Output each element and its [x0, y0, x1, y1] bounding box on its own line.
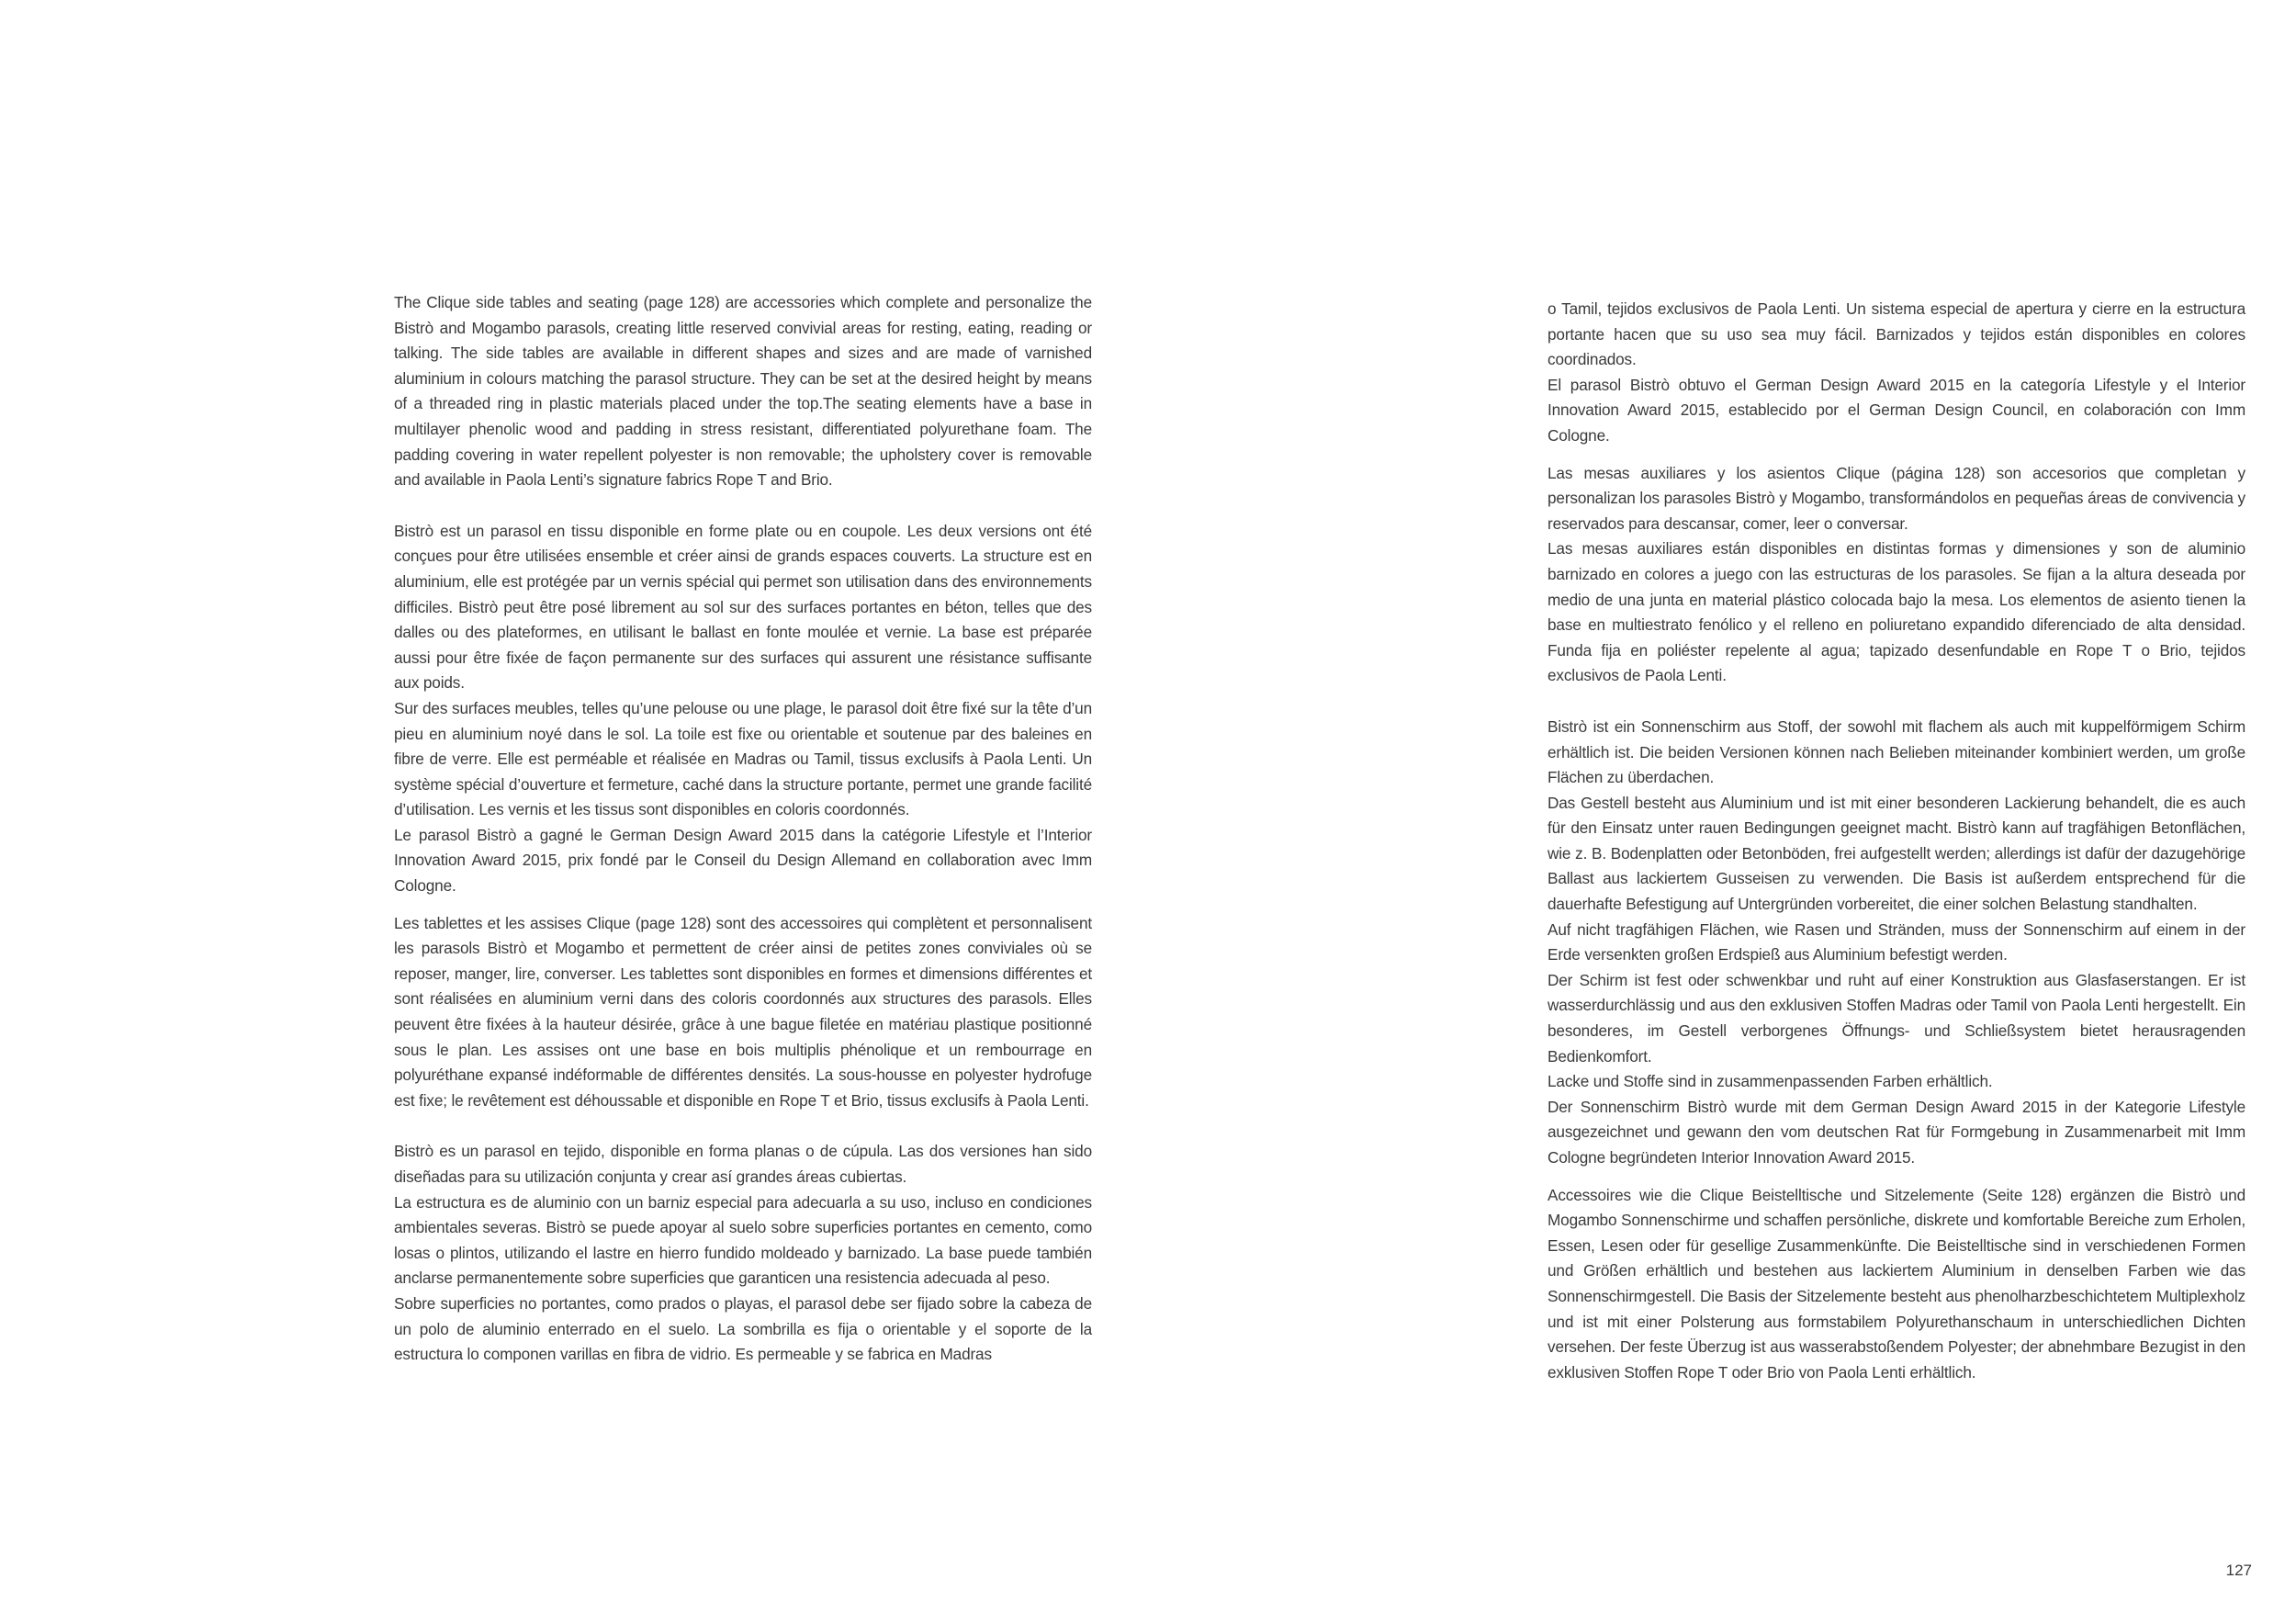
fr-bistro-paragraph-1: Bistrò est un parasol en tissu disponible en forme plate ou en coupole. Les deux versions ont été conçues pour être utilisées ensemble et créer ainsi de grands espaces couverts. La structure est en aluminium, elle est protégée par un vernis spécial qui permet son utilisation dans des environnements difficiles. Bistrò peut être posé librement au sol sur des surfaces portantes en béton, telles que des dalles ou des plateformes, en utilisant le ballast en fonte moulée et vernie. La base est préparée aussi pour être fixée de façon permanente sur des surfaces qui assurent une résistance suffisante aux poids. — [394, 521, 1092, 693]
de-bistro-paragraph-6: Der Sonnenschirm Bistrò wurde mit dem German Design Award 2015 in der Kategorie Lifestyle ausgezeichnet und gewann den vom deutschen Rat für Formgebung in Zusammenarbeit mit Imm Cologne begründeten Interior Innovation Award 2015. — [1548, 1097, 2245, 1167]
es-bistro-paragraph-2: La estructura es de aluminio con un barniz especial para adecuarla a su uso, incluso en condiciones ambientales severas. Bistrò se puede apoyar al suelo sobre superficies portantes en cemento, como losas o plintos, utilizando el lastre en hierro fundido moldeado y barnizado. La base puede también anclarse permanentemente sobre superficies que garanticen una resistencia adecuada al peso. — [394, 1192, 1092, 1288]
es-bistro-cont-paragraph-1: o Tamil, tejidos exclusivos de Paola Lenti. Un sistema especial de apertura y cierre en la estructura portante hacen que su uso sea muy fácil. Barnizados y tejidos están disponibles en colores coordinados. — [1548, 299, 2245, 369]
es-bistro-cont-paragraph-2: El parasol Bistrò obtuvo el German Design Award 2015 en la categoría Lifestyle y el Interior Innovation Award 2015, establecido por el German Design Council, en colaboración con Imm Cologne. — [1548, 375, 2245, 445]
en-seating-paragraph: The Clique side tables and seating (page 128) are accessories which complete and personalize the Bistrò and Mogambo parasols, creating little reserved convivial areas for resting, eating, reading or talking. The side tables are available in different shapes and sizes and are made of varnished aluminium in colours matching the parasol structure. They can be set at the desired height by means of a threaded ring in plastic materials placed under the top.The seating elements have a base in multilayer phenolic wood and padding in stress resistant, differentiated polyurethane foam. The padding covering in water repellent polyester is non removable; the upholstery cover is removable and available in Paola Lenti’s signature fabrics Rope T and Brio. — [394, 293, 1092, 490]
es-seating-paragraph-1: Las mesas auxiliares y los asientos Clique (página 128) son accesorios que completan y personalizan los parasoles Bistrò y Mogambo, transformándolos en pequeñas áreas de convivencia y reservados para descansar, comer, leer o conversar. — [1548, 463, 2245, 533]
es-seating-paragraph-2: Las mesas auxiliares están disponibles en distintas formas y dimensiones y son de aluminio barnizado en colores a juego con las estructuras de los parasoles. Se fijan a la altura deseada por medio de una junta en material plástico colocada bajo la mesa. Los elementos de asiento tienen la base en multiestrato fenólico y el relleno en poliuretano expandido diferenciado de alta densidad. Funda fija en poliéster repelente al agua; tapizado desenfundable en Rope T o Brio, tejidos exclusivos de Paola Lenti. — [1548, 539, 2245, 685]
de-bistro-paragraph-3: Auf nicht tragfähigen Flächen, wie Rasen und Stränden, muss der Sonnenschirm auf einem in der Erde versenkten großen Erdspieß aus Aluminium befestigt werden. — [1548, 919, 2245, 964]
de-bistro-paragraph-2: Das Gestell besteht aus Aluminium und ist mit einer besonderen Lackierung behandelt, die es auch für den Einsatz unter rauen Bedingungen geeignet macht. Bistrò kann auf tragfähigen Betonflächen, wie z. B. Bodenplatten oder Betonböden, frei aufgestellt werden; allerdings ist dafür der dazugehörige Ballast aus lackiertem Gusseisen zu verwenden. Die Basis ist außerdem entsprechend für die dauerhafte Befestigung auf Untergründen vorbereitet, die einer solchen Belastung standhalten. — [1548, 793, 2245, 914]
fr-bistro-paragraph-2: Sur des surfaces meubles, telles qu’une pelouse ou une plage, le parasol doit être fixé sur la tête d’un pieu en aluminium noyé dans le sol. La toile est fixe ou orientable et soutenue par des baleines en fibre de verre. Elle est perméable et réalisée en Madras ou Tamil, tissus exclusifs à Paola Lenti. Un système spécial d’ouverture et fermeture, caché dans la structure portante, permet une grande facilité d’utilisation. Les vernis et les tissus sont disponibles en coloris coordonnés. — [394, 698, 1092, 819]
de-bistro-paragraph-4: Der Schirm ist fest oder schwenkbar und ruht auf einer Konstruktion aus Glasfaserstangen. Er ist wasserdurchlässig und aus den exklusiven Stoffen Madras oder Tamil von Paola Lenti hergestellt. Ein besonderes, im Gestell verborgenes Öffnungs- und Schließsystem bietet herausragenden Bedienkomfort. — [1548, 970, 2245, 1066]
de-bistro-paragraph-5: Lacke und Stoffe sind in zusammenpassenden Farben erhältlich. — [1548, 1072, 1993, 1091]
page-number: 127 — [2225, 1562, 2252, 1579]
left-text-column — [394, 290, 1092, 1368]
es-bistro-paragraph-1: Bistrò es un parasol en tejido, disponible en forma planas o de cúpula. Las dos versiones han sido diseñadas para su utilización conjunta y crear así grandes áreas cubiertas. — [394, 1142, 1092, 1186]
es-bistro-paragraph-3: Sobre superficies no portantes, como prados o playas, el parasol debe ser fijado sobre la cabeza de un polo de aluminio enterrado en el suelo. La sombrilla es fija o orientable y el soporte de la estructura lo componen varillas en fibra de vidrio. Es permeable y se fabrica en Madras — [394, 1293, 1092, 1364]
fr-bistro-paragraph-3: Le parasol Bistrò a gagné le German Design Award 2015 dans la catégorie Lifestyle et l’Interior Innovation Award 2015, prix fondé par le Conseil du Design Allemand en collaboration avec Imm Cologne. — [394, 825, 1092, 896]
fr-seating-paragraph: Les tablettes et les assises Clique (page 128) sont des accessoires qui complètent et personnalisent les parasols Bistrò et Mogambo et permettent de créer ainsi de petites zones conviviales où se reposer, manger, lire, converser. Les tablettes sont disponibles en formes et dimensions différentes et sont réalisées en aluminium verni dans des coloris coordonnés aux structures des parasols. Elles peuvent être fixées à la hauteur désirée, grâce à une bague filetée en matériau plastique positionné sous le plan. Les assises ont une base en bois multiplis phénolique et un rembourrage en polyuréthane expansé indéformable de différentes densités. La sous-housse en polyester hydrofuge est fixe; le revêtement est déhoussable et disponible en Rope T et Brio, tissus exclusifs à Paola Lenti. — [394, 913, 1092, 1110]
de-seating-paragraph: Accessoires wie die Clique Beistelltische und Sitzelemente (Seite 128) ergänzen die Bistrò und Mogambo Sonnenschirme und schaffen persönliche, diskrete und komfortable Bereiche zum Erholen, Essen, Lesen oder für gesellige Zusammenkünfte. Die Beistelltische sind in verschiedenen Formen und Größen erhältlich und bestehen aus lackiertem Aluminium in denselben Farben wie das Sonnenschirmgestell. Die Basis der Sitzelemente besteht aus phenolharzbeschichtetem Multiplexholz und ist mit einer Polsterung aus formstabilem Polyurethanschaum in unterschiedlichen Dichten versehen. Der feste Überzug ist aus wasserabstoßendem Polyester; der abnehmbare Bezugist in den exklusiven Stoffen Rope T oder Brio von Paola Lenti erhältlich. — [1548, 1185, 2245, 1382]
right-text-column — [1548, 297, 2245, 1385]
de-bistro-paragraph-1: Bistrò ist ein Sonnenschirm aus Stoff, der sowohl mit flachem als auch mit kuppelförmigem Schirm erhältlich ist. Die beiden Versionen können nach Belieben miteinander kombiniert werden, um große Flächen zu überdachen. — [1548, 716, 2245, 787]
